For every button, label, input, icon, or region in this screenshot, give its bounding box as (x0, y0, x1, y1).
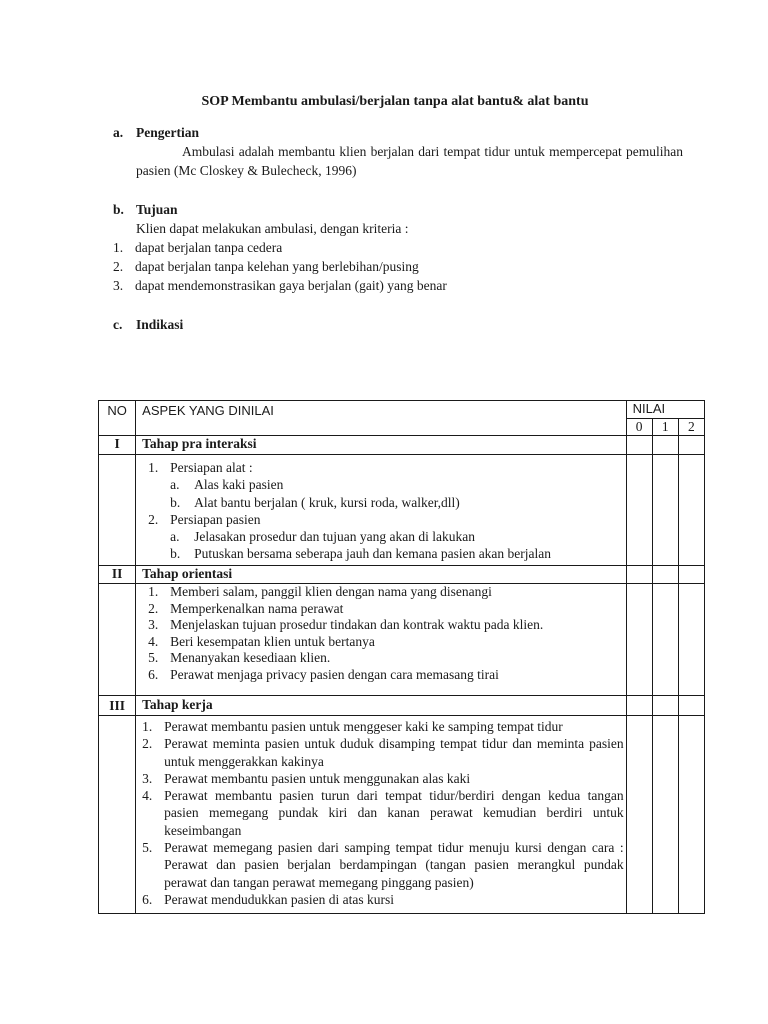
score-cell[interactable] (652, 716, 678, 914)
section-indikasi (113, 315, 683, 334)
score-cell[interactable] (626, 566, 652, 584)
score-cell[interactable] (678, 436, 704, 455)
list-item: 6. Perawat menjaga privacy pasien dengan cara memasang tirai (148, 666, 499, 682)
section-heading: Indikasi (136, 317, 184, 332)
score-cell[interactable] (678, 696, 704, 716)
stage-title: Tahap orientasi (136, 566, 626, 584)
score-cell[interactable] (678, 716, 704, 914)
list-item: 5. Perawat memegang pasien dari samping tempat tidur menuju kursi dengan cara : Perawat dan pasien berjalan berdampingan (tangan pasien merangkul pundak perawat dan tangan perawat memegang pinggang pasien) (142, 840, 624, 890)
stage-number: III (99, 696, 136, 716)
list-item: 5. Menanyakan kesediaan klien. (148, 650, 331, 665)
score-cell[interactable] (652, 455, 678, 566)
score-cell[interactable] (652, 566, 678, 584)
section-text: Ambulasi adalah membantu klien berjalan dari tempat tidur untuk mempercepat pemulihan pasien (Mc Closkey & Bulecheck, 1996) (136, 144, 683, 178)
header-score: NILAI (626, 401, 704, 419)
section-intro: Klien dapat melakukan ambulasi, dengan kriteria : (136, 221, 409, 236)
score-cell[interactable] (626, 716, 652, 914)
header-aspect: ASPEK YANG DINILAI (136, 401, 626, 436)
section-pengertian (113, 123, 683, 180)
table-row (99, 716, 705, 914)
section-letter: b. (113, 202, 124, 217)
list-item: b. Alat bantu berjalan ( kruk, kursi roda, walker,dll) (170, 494, 460, 510)
list-item: 2. Perawat meminta pasien untuk duduk disamping tempat tidur dan meminta pasien untuk menggerakkan kakinya (142, 736, 624, 769)
list-item: b. Putuskan bersama seberapa jauh dan kemana pasien akan berjalan (170, 546, 552, 562)
section-letter: a. (113, 125, 124, 140)
list-item: a. Alas kaki pasien (170, 477, 284, 493)
table-row (99, 696, 705, 716)
score-cell[interactable] (626, 436, 652, 455)
document-title: SOP Membantu ambulasi/berjalan tanpa alat bantu& alat bantu (201, 94, 589, 109)
stage-items (136, 584, 625, 683)
section-tujuan (113, 200, 683, 295)
table-row (99, 436, 705, 455)
stage-title: Tahap kerja (136, 696, 626, 716)
section-letter: c. (113, 317, 123, 332)
header-score-2: 2 (678, 419, 704, 436)
score-cell[interactable] (626, 584, 652, 696)
list-item: 1. Persiapan alat : (148, 460, 253, 475)
score-cell[interactable] (678, 566, 704, 584)
section-heading: Pengertian (136, 125, 199, 140)
score-cell[interactable] (626, 455, 652, 566)
list-item: 4. Beri kesempatan klien untuk bertanya (148, 633, 375, 649)
stage-items (136, 455, 625, 563)
section-heading: Tujuan (136, 202, 178, 217)
table-row (99, 584, 705, 696)
list-item: 2. dapat berjalan tanpa kelehan yang berlebihan/pusing (113, 259, 419, 274)
header-no: NO (99, 401, 136, 436)
header-score-1: 1 (652, 419, 678, 436)
list-item: a. Jelasakan prosedur dan tujuan yang akan di lakukan (170, 529, 475, 545)
list-item: 3. Perawat membantu pasien untuk menggunakan alas kaki (142, 770, 471, 786)
score-cell[interactable] (652, 584, 678, 696)
header-score-0: 0 (626, 419, 652, 436)
score-cell[interactable] (678, 584, 704, 696)
table-row (99, 455, 705, 566)
list-item: 4. Perawat membantu pasien turun dari tempat tidur/berdiri dengan kedua tangan pasien memegang pundak kiri dan kanan perawat kemudian berdiri untuk keseimbangan (142, 788, 624, 838)
stage-number: I (99, 436, 136, 455)
criteria-list (113, 238, 683, 295)
score-cell[interactable] (652, 696, 678, 716)
stage-number: II (99, 566, 136, 584)
stage-items (136, 716, 625, 908)
list-item: 6. Perawat mendudukkan pasien di atas kursi (142, 891, 394, 907)
table-row (99, 566, 705, 584)
score-cell[interactable] (626, 696, 652, 716)
list-item: 3. dapat mendemonstrasikan gaya berjalan (gait) yang benar (113, 278, 447, 293)
score-cell[interactable] (652, 436, 678, 455)
list-item: 1. Memberi salam, panggil klien dengan nama yang disenangi (148, 584, 492, 599)
score-cell[interactable] (678, 455, 704, 566)
list-item: 3. Menjelaskan tujuan prosedur tindakan dan kontrak waktu pada klien. (148, 617, 544, 632)
stage-title: Tahap pra interaksi (136, 436, 626, 455)
list-item: 2. Memperkenalkan nama perawat (148, 600, 344, 616)
list-item: 1. Perawat membantu pasien untuk menggeser kaki ke samping tempat tidur (142, 719, 563, 734)
assessment-table (98, 400, 705, 914)
list-item: 2. Persiapan pasien (148, 511, 261, 527)
list-item: 1. dapat berjalan tanpa cedera (113, 240, 283, 255)
table-header-row (99, 401, 705, 419)
